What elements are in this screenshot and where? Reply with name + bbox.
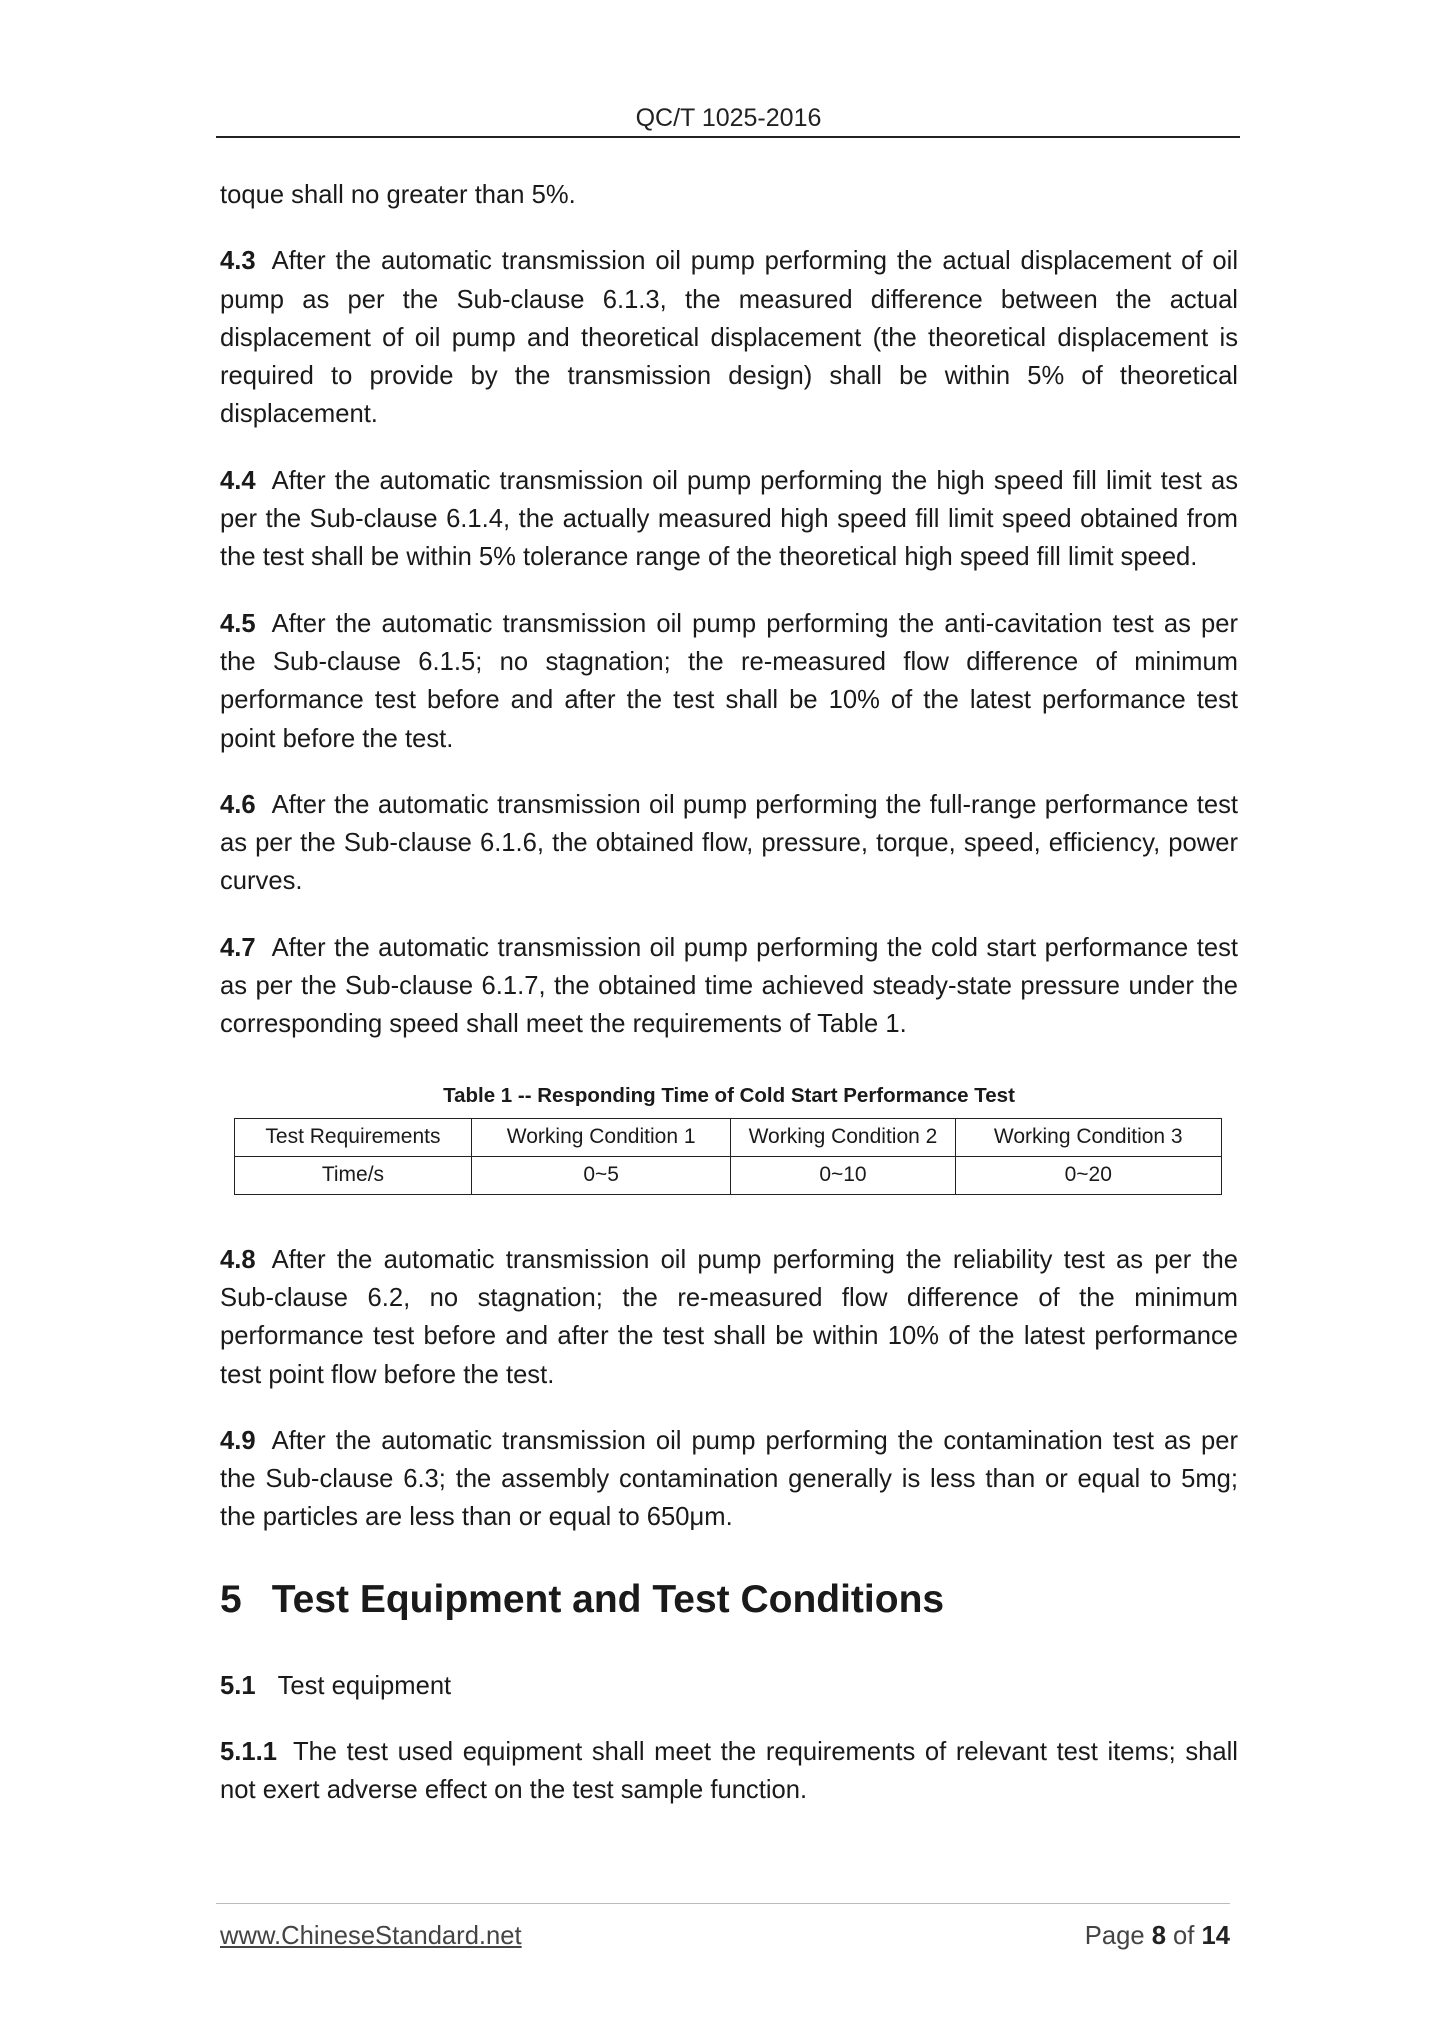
clause-text: After the automatic transmission oil pump performing the anti-cavitation test as per the Sub-clause 6.1.5; no stagnation; the re-measured flow difference of minimum performance test before and after the test shall be 10% of the latest performance test point before the test. [220, 609, 1238, 753]
clause-4-8 [220, 1241, 1238, 1394]
section-title: Test Equipment and Test Conditions [271, 1577, 945, 1621]
table-cell: Time/s [235, 1156, 472, 1194]
table-header-cell: Working Condition 1 [471, 1118, 731, 1156]
page-total: 14 [1201, 1922, 1230, 1950]
footer-rule [216, 1903, 1230, 1904]
section-5-heading [220, 1575, 1238, 1625]
clause-number: 4.4 [220, 466, 256, 495]
continuation-text: toque shall no greater than 5%. [220, 181, 576, 209]
table-cell: 0~10 [731, 1156, 955, 1194]
clause-number: 4.9 [220, 1426, 256, 1455]
clause-text: After the automatic transmission oil pump performing the full-range performance test as per the Sub-clause 6.1.6, the obtained flow, pressure, torque, speed, efficiency, power curves. [220, 790, 1238, 896]
clause-text: After the automatic transmission oil pump performing the contamination test as per the Sub-clause 6.3; the assembly contamination generally is less than or equal to 5mg; the particles are less than or equal to 650μm. [220, 1426, 1238, 1532]
header-rule [216, 136, 1240, 138]
clause-4-6 [220, 786, 1238, 901]
subclause-5-1 [220, 1667, 1238, 1705]
clause-text: After the automatic transmission oil pump performing the high speed fill limit test as per the Sub-clause 6.1.4, the actually measured high speed fill limit speed obtained from the test shall be within 5% tolerance range of the theoretical high speed fill limit speed. [220, 466, 1238, 572]
table-cell: 0~5 [471, 1156, 731, 1194]
subclause-text: The test used equipment shall meet the requirements of relevant test items; shall not exert adverse effect on the test sample function. [220, 1737, 1238, 1805]
clause-4-4 [220, 462, 1238, 577]
clause-number: 4.8 [220, 1245, 256, 1274]
clause-4-5 [220, 605, 1238, 758]
page-current: 8 [1151, 1922, 1166, 1950]
clause-text: After the automatic transmission oil pump performing the reliability test as per the Sub-clause 6.2, no stagnation; the re-measured flow difference of the minimum performance test before and after the test shall be within 10% of the latest performance test point flow before the test. [220, 1245, 1238, 1389]
clause-4-9 [220, 1422, 1238, 1537]
subclause-text: Test equipment [277, 1671, 452, 1700]
table-header-cell: Working Condition 2 [731, 1118, 955, 1156]
table-header-cell: Test Requirements [235, 1118, 472, 1156]
table-caption: Table 1 -- Responding Time of Cold Start Performance Test [443, 1083, 1015, 1107]
table-header-row [235, 1118, 1222, 1156]
table-cell: 0~20 [955, 1156, 1222, 1194]
clause-number: 4.6 [220, 790, 256, 819]
section-number: 5 [220, 1577, 242, 1621]
page-of: of [1173, 1922, 1195, 1950]
clause-4-7 [220, 929, 1238, 1044]
clause-text: After the automatic transmission oil pump performing the cold start performance test as per the Sub-clause 6.1.7, the obtained time achieved steady-state pressure under the corresponding speed shall meet the requirements of Table 1. [220, 933, 1238, 1039]
table-header-cell: Working Condition 3 [955, 1118, 1222, 1156]
page-content [220, 176, 1238, 1837]
cold-start-table [234, 1118, 1222, 1195]
header-doc-id: QC/T 1025-2016 [635, 104, 822, 132]
clause-number: 4.5 [220, 609, 256, 638]
clause-4-3 [220, 242, 1238, 433]
subclause-number: 5.1.1 [220, 1737, 277, 1766]
subclause-number: 5.1 [220, 1671, 256, 1700]
subclause-5-1-1 [220, 1733, 1238, 1810]
footer-site-link[interactable]: www.ChineseStandard.net [220, 1922, 522, 1950]
page-indicator [1085, 1922, 1230, 1951]
table-row [235, 1156, 1222, 1194]
clause-number: 4.3 [220, 247, 256, 276]
page-prefix: Page [1084, 1922, 1145, 1950]
clause-text: After the automatic transmission oil pump performing the actual displacement of oil pump as per the Sub-clause 6.1.3, the measured difference between the actual displacement of oil pump and theoretical displacement (the theoretical displacement is required to provide by the transmission design) shall be within 5% of theoretical displacement. [220, 247, 1238, 429]
clause-number: 4.7 [220, 933, 256, 962]
